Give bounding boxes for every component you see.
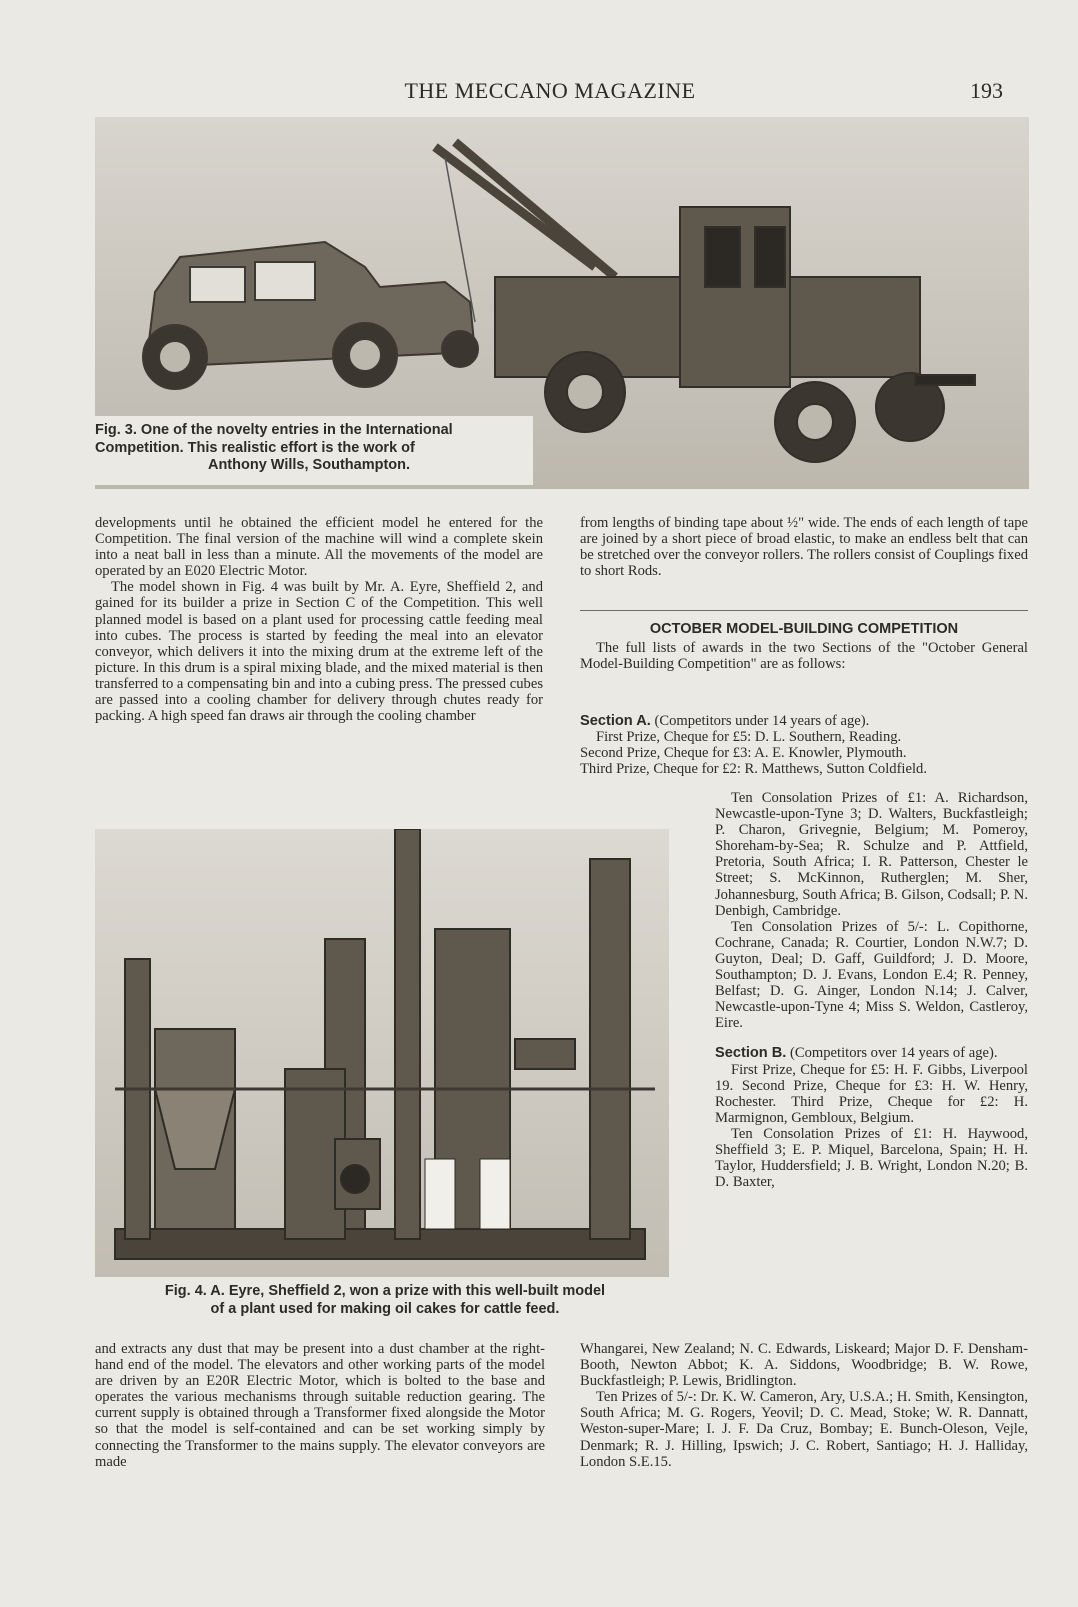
caption-line: Competition. This realistic effort is the work of	[95, 439, 415, 456]
article-column-right	[580, 515, 1028, 579]
section-a-consolation-5s: Ten Consolation Prizes of 5/-: L. Copithorne, Cochrane, Canada; R. Courtier, London N.W.7; D. Guyton, Deal; D. Gaff, Guildford; J. D. Moore, Southampton; D. J. Evans, London E.4; R. Penney, Belfast; D. G. Ainger, London N.14; J. Calver, Newcastle-upon-Tyne 4; Miss S. Weldon, Castleroy, Eire.	[715, 918, 1028, 1032]
section-b-consolation-1: Ten Consolation Prizes of £1: H. Haywood, Sheffield 3; E. P. Miquel, Barcelona, Spain; H. H. Taylor, Huddersfield; J. B. Wright, London N.20; B. D. Baxter,	[715, 1125, 1028, 1191]
article-column-bottom-right	[580, 1341, 1028, 1470]
intro-paragraph: The full lists of awards in the two Sections of the "October General Model-Building Competition" are as follows:	[580, 640, 1028, 673]
section-a-consolation-1: Ten Consolation Prizes of £1: A. Richardson, Newcastle-upon-Tyne 3; D. Walters, Buckfastleigh; P. Charon, Grivegnie, Belgium; M. Pomeroy, Shoreham-by-Sea; R. Schulze and P. Attfield, Pretoria, South Africa; I. R. Patterson, Chester le Street; S. McKinnon, Rutherglen; M. Sher, Johannesburg, South Africa; B. Gilson, Codsall; P. N. Denbigh, Cambridge.	[715, 790, 1028, 919]
section-a-third: Third Prize, Cheque for £2: R. Matthews, Sutton Coldfield.	[580, 761, 927, 778]
page-header	[95, 78, 1005, 108]
section-a-title	[580, 713, 1028, 729]
section-a-first: First Prize, Cheque for £5: D. L. Southern, Reading.	[596, 729, 902, 746]
article-paragraph: from lengths of binding tape about ½" wide. The ends of each length of tape are joined by a short piece of broad elastic, to make an endless belt that can be stretched over the conveyor rollers. The rollers consist of Couplings fixed to short Rods.	[580, 515, 1028, 580]
section-b-lead-rest: (Competitors over 14 years of age).	[786, 1045, 998, 1062]
section-divider	[580, 610, 1028, 611]
fig4-illustration	[95, 829, 669, 1277]
page-number: 193	[970, 78, 1003, 103]
section-a-lead-rest: (Competitors under 14 years of age).	[650, 713, 870, 729]
section-b-prizes-5s: Ten Prizes of 5/-: Dr. K. W. Cameron, Ary, U.S.A.; H. Smith, Kensington, South Africa; M. G. Rogers, Yeovil; D. C. Mead, Stoke; W. R. Dannatt, Weston-super-Mare; I. J. F. Da Cruz, Bombay; E. Bunch-Oleson, Vejle, Denmark; R. J. Hilling, Ipswich; J. C. Robert, Santiago; H. J. Halliday, London S.E.15.	[580, 1389, 1028, 1470]
section-a-block	[580, 713, 1028, 777]
caption-line: Fig. 3. One of the novelty entries in the International	[95, 422, 453, 438]
article-column-bottom-left	[95, 1341, 545, 1470]
article-paragraph: developments until he obtained the efficient model he entered for the Competition. The final version of the machine will wind a complete skein into a neat ball in less than a minute. All the movements of the model are operated by an E020 Electric Motor.	[95, 515, 543, 580]
article-paragraph: and extracts any dust that may be present into a dust chamber at the right-hand end of the model. The elevators and other working parts of the model are driven by an E20R Electric Motor, which is bolted to the base and operates the various mechanisms through suitable reduction gearing. The current supply is obtained through a Transformer fixed alongside the Motor so that the model is self-contained and can be set working simply by connecting the Transformer to the mains supply. The elevator conveyors are made	[95, 1341, 545, 1470]
article-column-left	[95, 515, 543, 724]
section-b-lead: Section B.	[715, 1045, 787, 1062]
article-paragraph: The model shown in Fig. 4 was built by Mr. A. Eyre, Sheffield 2, and gained for its builder a prize in Section C of the Competition. This well planned model is based on a plant used for processing cattle feeding meal into cubes. The process is started by feeding the meal into an elevator conveyor, which delivers it into the mixing drum at the extreme left of the picture. In this drum is a spiral mixing blade, and the mixed material is then transferred to a compensating bin and into a cubing press. The pressed cubes are passed into a cooling chamber for delivery through chutes ready for packing. A high speed fan draws air through the cooling chamber	[95, 579, 543, 725]
magazine-title: THE MECCANO MAGAZINE	[404, 78, 696, 103]
competition-intro	[580, 640, 1028, 672]
fig4-photo	[95, 829, 669, 1277]
section-a-lead: Section A.	[580, 713, 651, 729]
caption-line: Anthony Wills, Southampton.	[207, 457, 411, 473]
caption-line: Fig. 4. A. Eyre, Sheffield 2, won a prize with this well-built model	[164, 1283, 606, 1299]
fig3-caption	[95, 416, 533, 485]
prize-list-column	[715, 790, 1028, 1190]
fig4-caption	[95, 1283, 675, 1318]
section-b-consolation-1-cont: Whangarei, New Zealand; N. C. Edwards, Liskeard; Major D. F. Densham-Booth, Newton Abbot; K. A. Siddons, Woodbridge; B. W. Rowe, Buckfastleigh; P. Lewis, Bridlington.	[580, 1341, 1028, 1390]
section-a-second: Second Prize, Cheque for £3: A. E. Knowler, Plymouth.	[580, 745, 907, 762]
section-b-title	[715, 1045, 1028, 1061]
competition-heading: OCTOBER MODEL-BUILDING COMPETITION	[649, 621, 959, 637]
caption-line: of a plant used for making oil cakes for cattle feed.	[210, 1300, 560, 1317]
section-b-prizes: First Prize, Cheque for £5: H. F. Gibbs, Liverpool 19. Second Prize, Cheque for £3: H. W. Henry, Rochester. Third Prize, Cheque for £2: H. Marmignon, Gembloux, Belgium.	[715, 1061, 1028, 1126]
